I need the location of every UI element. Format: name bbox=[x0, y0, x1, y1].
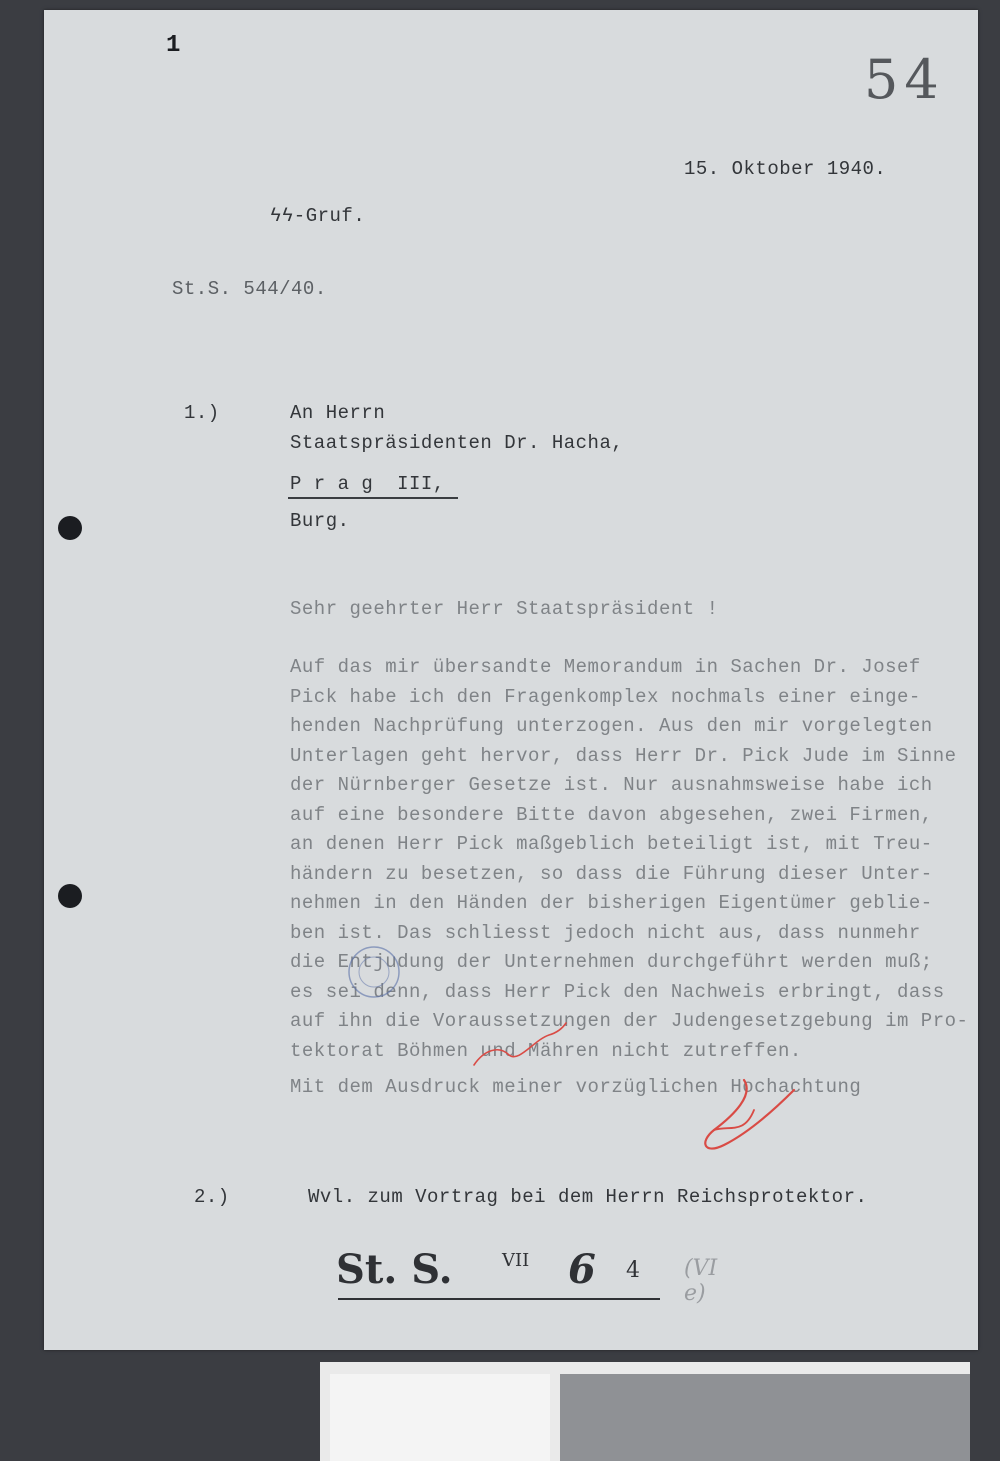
body-line: an denen Herr Pick maßgeblich beteiligt ist, mit Treu- bbox=[290, 833, 933, 855]
document-page bbox=[44, 10, 978, 1350]
file-number: 54 bbox=[864, 48, 945, 111]
body-line: Auf das mir übersandte Memorandum in Sachen Dr. Josef bbox=[290, 656, 921, 678]
tick-mark: 1 bbox=[166, 32, 181, 59]
punch-hole-top bbox=[58, 516, 82, 540]
body-line: der Nürnberger Gesetze ist. Nur ausnahmsweise habe ich bbox=[290, 774, 933, 796]
address-line-3: P r a g III, bbox=[290, 473, 445, 495]
item1-number: 1.) bbox=[184, 402, 220, 424]
registry-stamp bbox=[336, 1246, 736, 1306]
body-line: Pick habe ich den Fragenkomplex nochmals einer einge- bbox=[290, 685, 921, 708]
address-underline bbox=[288, 497, 458, 499]
body-line: händern zu besetzen, so dass die Führung dieser Unter- bbox=[290, 862, 933, 885]
calibration-white-patch bbox=[330, 1374, 550, 1461]
address-line-4: Burg. bbox=[290, 510, 350, 532]
calibration-strip bbox=[320, 1362, 970, 1461]
body-line: die Entjudung der Unternehmen durchgeführt werden muß; bbox=[290, 951, 933, 973]
round-stamp bbox=[344, 942, 404, 1002]
stamp-bracket: (VI e) bbox=[684, 1256, 718, 1306]
date-line: 15. Oktober 1940. bbox=[684, 158, 887, 180]
salutation: Sehr geehrter Herr Staatspräsident ! bbox=[290, 598, 719, 620]
calibration-gray-patch bbox=[560, 1374, 970, 1461]
item2-text: Wvl. zum Vortrag bei dem Herrn Reichsprotektor. bbox=[308, 1186, 868, 1208]
address-line-1: An Herrn bbox=[290, 402, 386, 424]
item2-number: 2.) bbox=[194, 1186, 230, 1208]
body-line: tektorat Böhmen und Mähren nicht zutreffen. bbox=[290, 1039, 802, 1062]
sender-line: ϟϟ-Gruf. bbox=[270, 205, 366, 227]
stamp-mark: 6 bbox=[568, 1246, 596, 1293]
letter-body bbox=[290, 656, 968, 1069]
stamp-roman: VII bbox=[502, 1250, 530, 1271]
body-line: Unterlagen geht hervor, dass Herr Dr. Pick Jude im Sinne bbox=[290, 744, 957, 767]
reference-line: St.S. 544/40. bbox=[172, 278, 327, 300]
red-initials bbox=[464, 1015, 574, 1075]
punch-hole-bottom bbox=[58, 884, 82, 908]
body-line: auf eine besondere Bitte davon abgesehen, zwei Firmen, bbox=[290, 803, 933, 826]
address-line-2: Staatspräsidenten Dr. Hacha, bbox=[290, 432, 624, 454]
stamp-number: 4 bbox=[626, 1258, 640, 1283]
body-line: auf ihn die Voraussetzungen der Judengesetzgebung im Pro- bbox=[290, 1010, 969, 1032]
body-line: es sei denn, dass Herr Pick den Nachweis erbringt, dass bbox=[290, 980, 945, 1003]
red-signature-mark bbox=[684, 1070, 804, 1190]
body-line: henden Nachprüfung unterzogen. Aus den mir vorgelegten bbox=[290, 715, 933, 737]
body-line: nehmen in den Händen der bisherigen Eigentümer geblie- bbox=[290, 892, 933, 914]
body-line: ben ist. Das schliesst jedoch nicht aus, dass nunmehr bbox=[290, 921, 921, 944]
stamp-underline bbox=[338, 1298, 660, 1300]
closing-line: Mit dem Ausdruck meiner vorzüglichen Hochachtung bbox=[290, 1076, 862, 1098]
stamp-prefix: St. S. bbox=[336, 1246, 453, 1293]
